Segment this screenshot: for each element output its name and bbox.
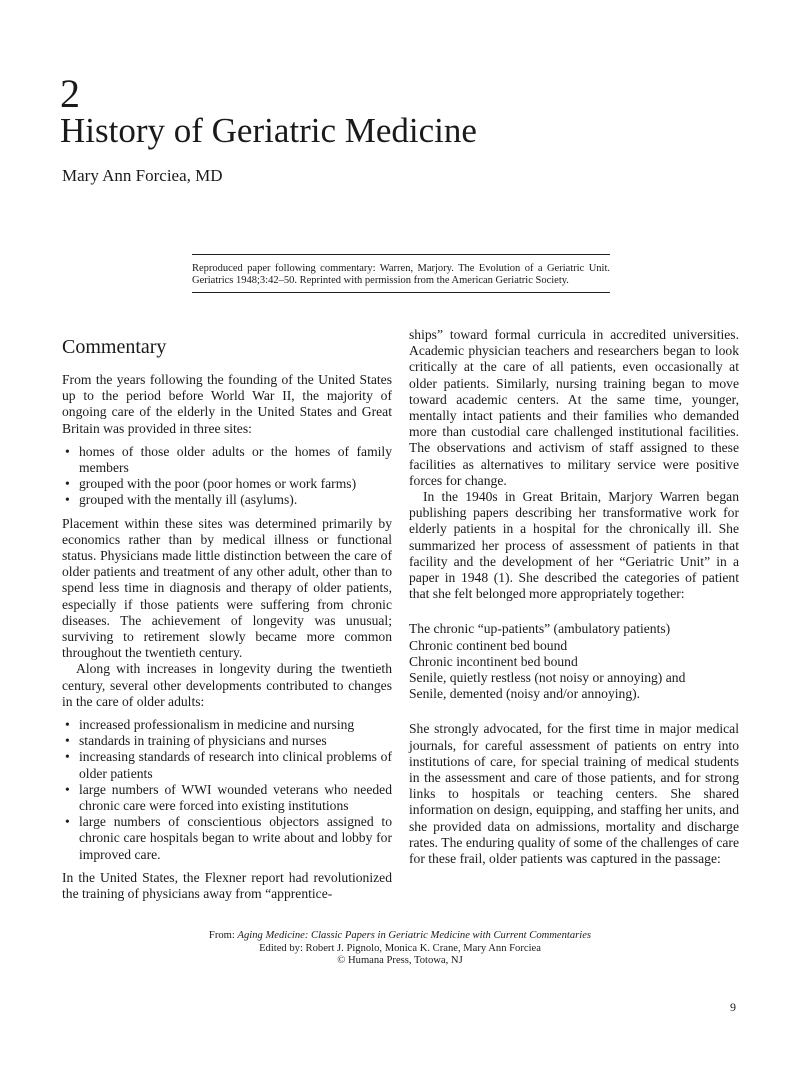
list-item: • homes of those older adults or the homes of family members <box>79 444 392 476</box>
paragraph: In the 1940s in Great Britain, Marjory Warren began publishing papers describing her transformative work for elderly patients in a hospital for the chronically ill. She summarized her process of assessment of patients in that facility and the development of her “Geriatric Unit” in a paper in 1948 (1). She described the categories of patient that she felt belonged more appropriately together: <box>409 489 739 602</box>
list-item: The chronic “up-patients” (ambulatory patients) <box>409 621 671 637</box>
left-column <box>62 372 392 902</box>
page-number: 9 <box>730 1000 736 1014</box>
list-item: • standards in training of physicians and nurses <box>79 733 392 749</box>
list-item: • large numbers of conscientious objectors assigned to chronic care hospitals began to write about and lobby for improved care. <box>79 814 392 863</box>
list-item: • increasing standards of research into clinical problems of older patients <box>79 749 392 781</box>
list-item: Chronic incontinent bed bound <box>409 653 578 669</box>
author-name: Mary Ann Forciea, MD <box>62 166 223 185</box>
paragraph: She strongly advocated, for the first time in major medical journals, for careful assessment of patients on entry into institutions of care, for special training of medical students in the assessment and care of those patients, and for strong links to hospitals or teaching centers. She shared information on design, equipping, and staffing her units, and she provided data on admissions, mortality and discharge rates. The enduring quality of some of the challenges of care for these frail, older patients was captured in the passage: <box>409 721 739 867</box>
list-item: Senile, quietly restless (not noisy or annoying) and <box>409 670 686 686</box>
footer-source-line <box>140 930 660 943</box>
paragraph: In the United States, the Flexner report had revolutionized the training of physicians away from “apprentice- <box>62 869 392 902</box>
list-item: Senile, demented (noisy and/or annoying). <box>409 686 641 702</box>
section-heading-commentary: Commentary <box>62 336 167 358</box>
care-sites-list <box>62 444 392 509</box>
list-item: • increased professionalism in medicine and nursing <box>79 717 392 733</box>
list-item: Chronic continent bed bound <box>409 637 568 653</box>
list-item: • grouped with the mentally ill (asylums). <box>79 492 392 508</box>
footer-from-label: From: <box>208 930 238 941</box>
reproduced-paper-note: Reproduced paper following commentary: Warren, Marjory. The Evolution of a Geriatric Unit. Geriatrics 1948;3:42–50. Reprinted with permission from the American Geriatric Society. <box>192 254 610 293</box>
chapter-title: History of Geriatric Medicine <box>60 111 477 150</box>
footer-editors: Edited by: Robert J. Pignolo, Monica K. Crane, Mary Ann Forciea <box>259 942 541 954</box>
list-item: • grouped with the poor (poor homes or work farms) <box>79 476 392 492</box>
chapter-number: 2 <box>60 71 80 116</box>
footer-publisher: © Humana Press, Totowa, NJ <box>337 955 463 966</box>
list-item: • large numbers of WWI wounded veterans who needed chronic care were forced into existing institutions <box>79 782 392 814</box>
paragraph: ships” toward formal curricula in accredited universities. Academic physician teachers and researchers began to look critically at the care of all patients, even occasionally at older patients. Similarly, nursing training began to move toward academic centers. At the same time, younger, mentally intact patients and their families who demanded more than custodial care challenged institutional facilities. The observations and activism of staff assigned to these facilities as alternatives to military service were positive forces for change. <box>409 327 739 488</box>
paragraph: From the years following the founding of the United States up to the period before World War II, the majority of ongoing care of the elderly in the United States and Great Britain was provided in three sites: <box>62 372 392 436</box>
source-footer <box>140 930 660 968</box>
developments-list <box>62 717 392 863</box>
paragraph: Along with increases in longevity during the twentieth century, several other developments contributed to changes in the care of older adults: <box>62 661 392 709</box>
paragraph: Placement within these sites was determined primarily by economics rather than by medical illness or functional status. Physicians made little distinction between the care of older patients and treatment of any other adult, other than to spend less time in diagnosis and therapy of older patients, especially if those patients were suffering from chronic diseases. The achievement of longevity was unusual; surviving to retirement slowly became more common throughout the twentieth century. <box>62 515 392 661</box>
right-column <box>409 327 739 867</box>
footer-book-title: Aging Medicine: Classic Papers in Geriatric Medicine with Current Commentaries <box>237 930 592 941</box>
patient-categories-list <box>409 621 739 702</box>
